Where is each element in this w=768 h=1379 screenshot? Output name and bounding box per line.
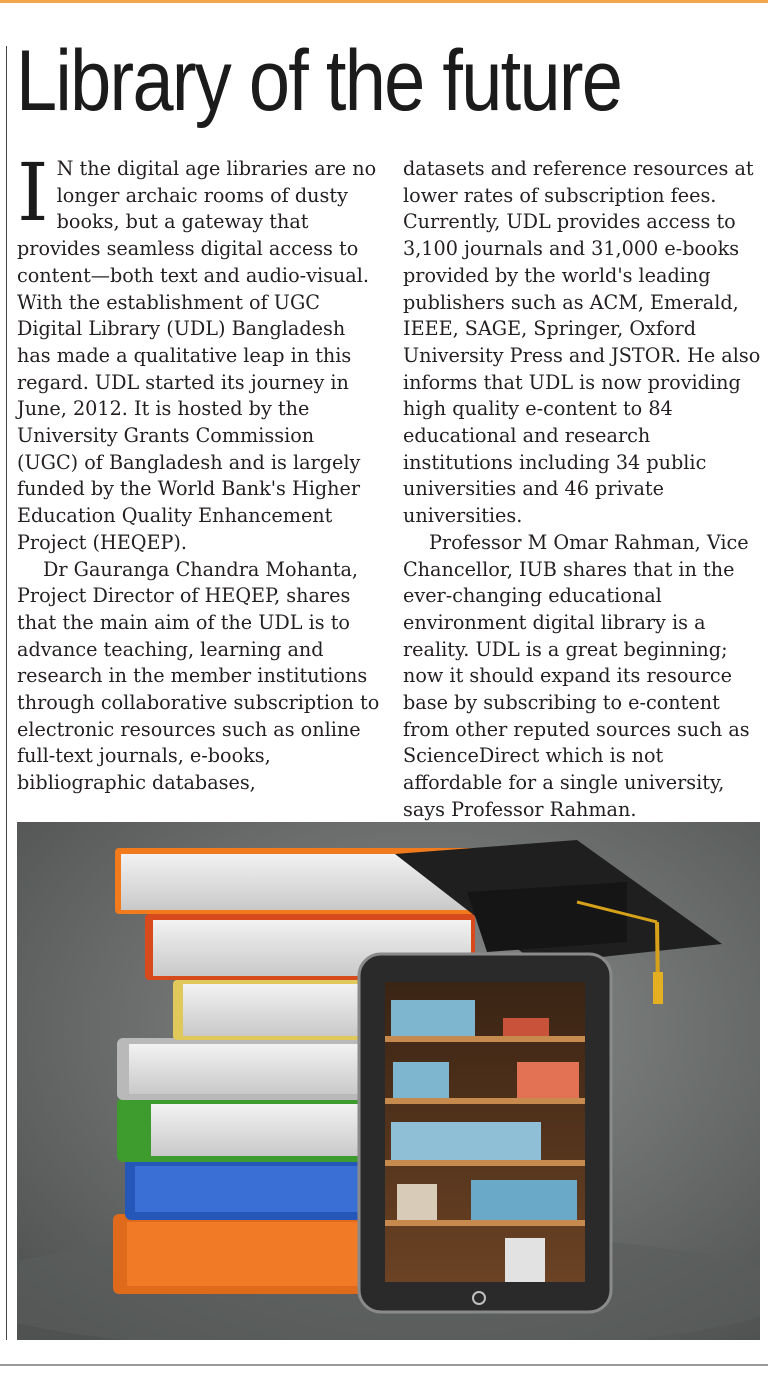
tablet-icon — [359, 954, 611, 1312]
paragraph-intro — [17, 146, 381, 557]
article-headline: Library of the future — [16, 33, 622, 129]
bottom-rule — [0, 1364, 768, 1366]
article-illustration — [17, 822, 760, 1340]
top-accent-rule — [0, 0, 768, 3]
books-tablet-graduation-cap-illustration — [17, 822, 760, 1340]
paragraph-rahman: Professor M Omar Rahman, Vice Chancellor, IUB shares that in the ever-changing educational environment digital library is a reality. UDL is a great beginning; now it should expand its resource base by subscribing to e-content from other reputed sources such as ScienceDirect which is not affordable for a single university, says Professor Rahman. — [403, 530, 750, 821]
article-column-right — [403, 156, 763, 824]
article-column-left — [17, 146, 381, 797]
drop-cap: I — [17, 146, 49, 239]
paragraph-intro-text: N the digital age libraries are no longer archaic rooms of dusty books, but a gateway that provides seamless digital access to content—both text and audio-visual. With the establishment of UGC Digital Library (UDL) Bangladesh has made a qualitative leap in this regard. UDL started its journey in June, 2012. It is hosted by the University Grants Commission (UGC) of Bangladesh and is largely funded by the World Bank's Higher Education Quality Enhancement Project (HEQEP). — [17, 157, 377, 554]
paragraph-udl-access: datasets and reference resources at lower rates of subscription fees. Currently, UDL provides access to 3,100 journals and 31,000 e-books provided by the world's leading publishers such as ACM, Emerald, IEEE, SAGE, Springer, Oxford University Press and JSTOR. He also informs that UDL is now providing high quality e-content to 84 educational and research institutions including 34 public universities and 46 private universities. — [403, 157, 761, 528]
paragraph-mohanta: Dr Gauranga Chandra Mohanta, Project Director of HEQEP, shares that the main aim of the UDL is to advance teaching, learning and research in the member institutions through collaborative subscription to electronic resources such as online full-text journals, e-books, bibliographic databases, — [17, 557, 380, 795]
left-column-rule — [6, 46, 7, 1340]
